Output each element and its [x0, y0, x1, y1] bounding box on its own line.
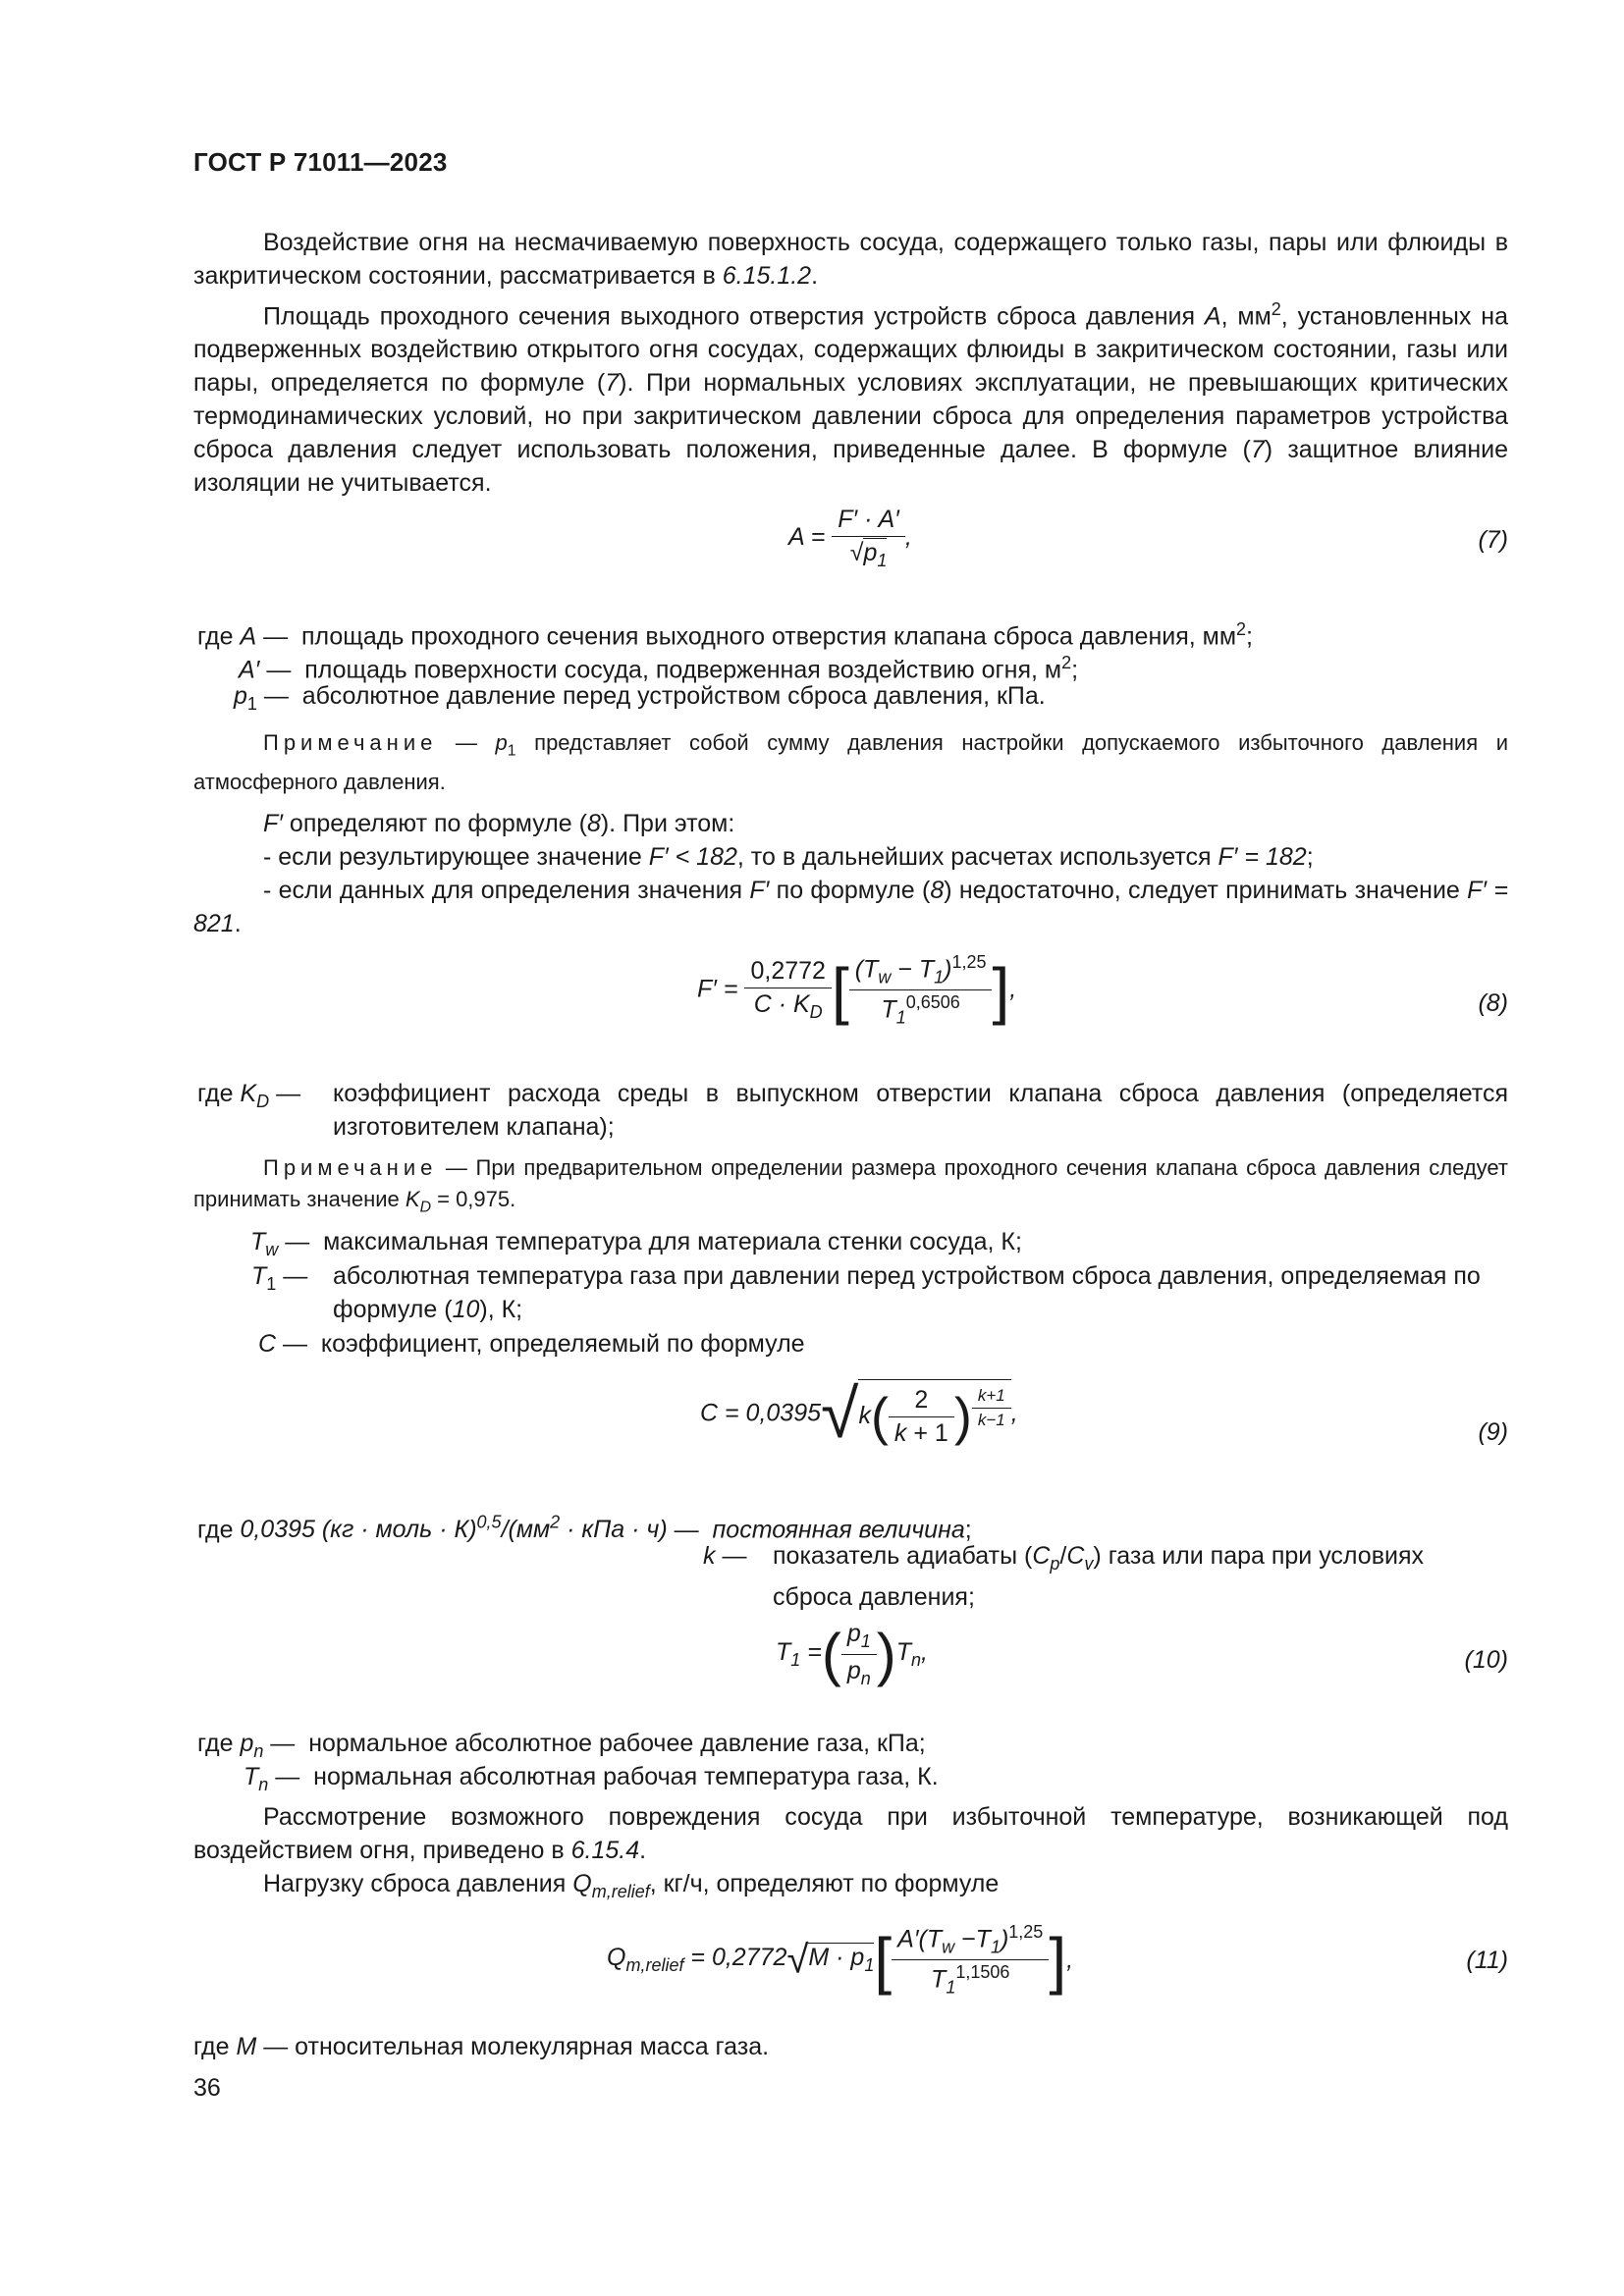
formula-10: $T_1$ =( $\frac{p_1}{p_n}$ )$T_n$, — [776, 1620, 928, 1688]
def-p1: $p_1$ — абсолютное давление перед устройством сброса давления, кПа. — [234, 682, 1046, 714]
formula-11: $Q_{m,relief} = 0,2772√M \cdot p_1$[ $\frac{A'(T_w -T_1)^{1,25}}{T_1^{1,1506}}$ ], — [607, 1922, 1074, 1998]
note-2: Примечание — При предварительном определении размера проходного сечения клапана сброса давления следует принимать значение $K_D = 0,975$. — [193, 1155, 1508, 1216]
def-constant: где 0,0395 (кг · моль · $К)^{0,5}/(мм^2$ · кПа · ч) — постоянная величина; — [197, 1513, 972, 1544]
def-C: C — коэффициент, определяемый по формуле — [258, 1330, 805, 1358]
def-T1: $T_1$ — — [251, 1262, 308, 1294]
def-pn: где $p_n$ — нормальное абсолютное рабочее давление газа, кПа; — [197, 1730, 926, 1761]
paragraph-relief-area: Площадь проходного сечения выходного отверстия устройств сброса давления A, $мм^2$, установленных на подверженных воздействию открытого огня сосудах, содержащих флюиды в закритическом состоянии, газы или пары, определяется по формуле (7). При нормальных условиях эксплуатации, не превышающих критических термодинамических условий, но при закритическом давлении сброса для определения параметров устройства сброса давления следует использовать положения, приведенные далее. В формуле (7) защитное влияние изоляции не учитывается. — [193, 299, 1508, 498]
paragraph-f-prime-min: - если результирующее значение F′ < 182, то в дальнейших расчетах используется F′ = 182; — [263, 843, 1314, 871]
def-KD-text: коэффициент расхода среды в выпускном отверстии клапана сброса давления (определяется изготовителем клапана); — [333, 1080, 1508, 1141]
paragraph-fire-exposure: Воздействие огня на несмачиваемую поверхность сосуда, содержащего только газы, пары или флюиды в закритическом состоянии, рассматривается в 6.15.1.2. — [193, 229, 1508, 290]
page-header-title: ГОСТ Р 71011—2023 — [193, 147, 448, 177]
def-k: k — — [703, 1542, 747, 1570]
def-Tn: $T_n$ — нормальная абсолютная рабочая температура газа, К. — [244, 1763, 939, 1794]
formula-9-number: (9) — [1478, 1418, 1508, 1446]
formula-10-number: (10) — [1464, 1646, 1508, 1674]
def-A-prime: A′ — площадь поверхности сосуда, подверженная воздействию огня, $м^2$; — [239, 653, 1079, 684]
def-M: где M — относительная молекулярная масса газа. — [193, 2033, 770, 2060]
formula-7-number: (7) — [1478, 526, 1508, 554]
def-Tw: $T_w$ — максимальная температура для материала стенки сосуда, К; — [250, 1228, 1022, 1259]
def-KD: где $K_D$ — — [197, 1080, 301, 1111]
paragraph-relief-load: Нагрузку сброса давления $Q_{m,relief}$, кг/ч, определяют по формуле — [263, 1870, 1000, 1901]
paragraph-f-prime: F′ определяют по формуле (8). При этом: — [263, 810, 735, 837]
def-k-text: показатель адиабаты $(C_p/C_v)$ газа или пара при условиях сброса давления; — [773, 1542, 1424, 1611]
paragraph-overtemperature: Рассмотрение возможного повреждения сосуда при избыточной температуре, возникающей под воздействием огня, приведено в 6.15.4. — [193, 1803, 1508, 1864]
formula-9: C = 0,0395√k( $\frac{2}{k + 1}$ ) $^{\frac{k+1}{k-1}}$ , — [700, 1375, 1018, 1452]
formula-11-number: (11) — [1466, 1947, 1508, 1974]
formula-8: F′ = $\frac{0,2772}{C \cdot K_D}$ [ $\frac{(T_w - T_1)^{1,25}}{T_1^{0,6506}}$ ], — [697, 952, 1017, 1028]
page-number: 36 — [193, 2074, 221, 2102]
paragraph-f-prime-default: - если данных для определения значения F′ по формуле (8) недостаточно, следует принимать значение F′ = 821. — [193, 877, 1508, 937]
formula-7: A = $\frac{F' \cdot A'}{√p_1}$ , — [788, 506, 912, 570]
note-1: Примечание — $p_1$ представляет собой сумму давления настройки допускаемого избыточного давления и атмосферного давления. — [193, 730, 1508, 795]
def-A: где A — площадь проходного сечения выходного отверстия клапана сброса давления, $мм^2$; — [197, 619, 1253, 651]
formula-8-number: (8) — [1478, 989, 1508, 1017]
def-T1-text: абсолютная температура газа при давлении перед устройством сброса давления, определяемая по формуле (10), К; — [333, 1262, 1481, 1323]
